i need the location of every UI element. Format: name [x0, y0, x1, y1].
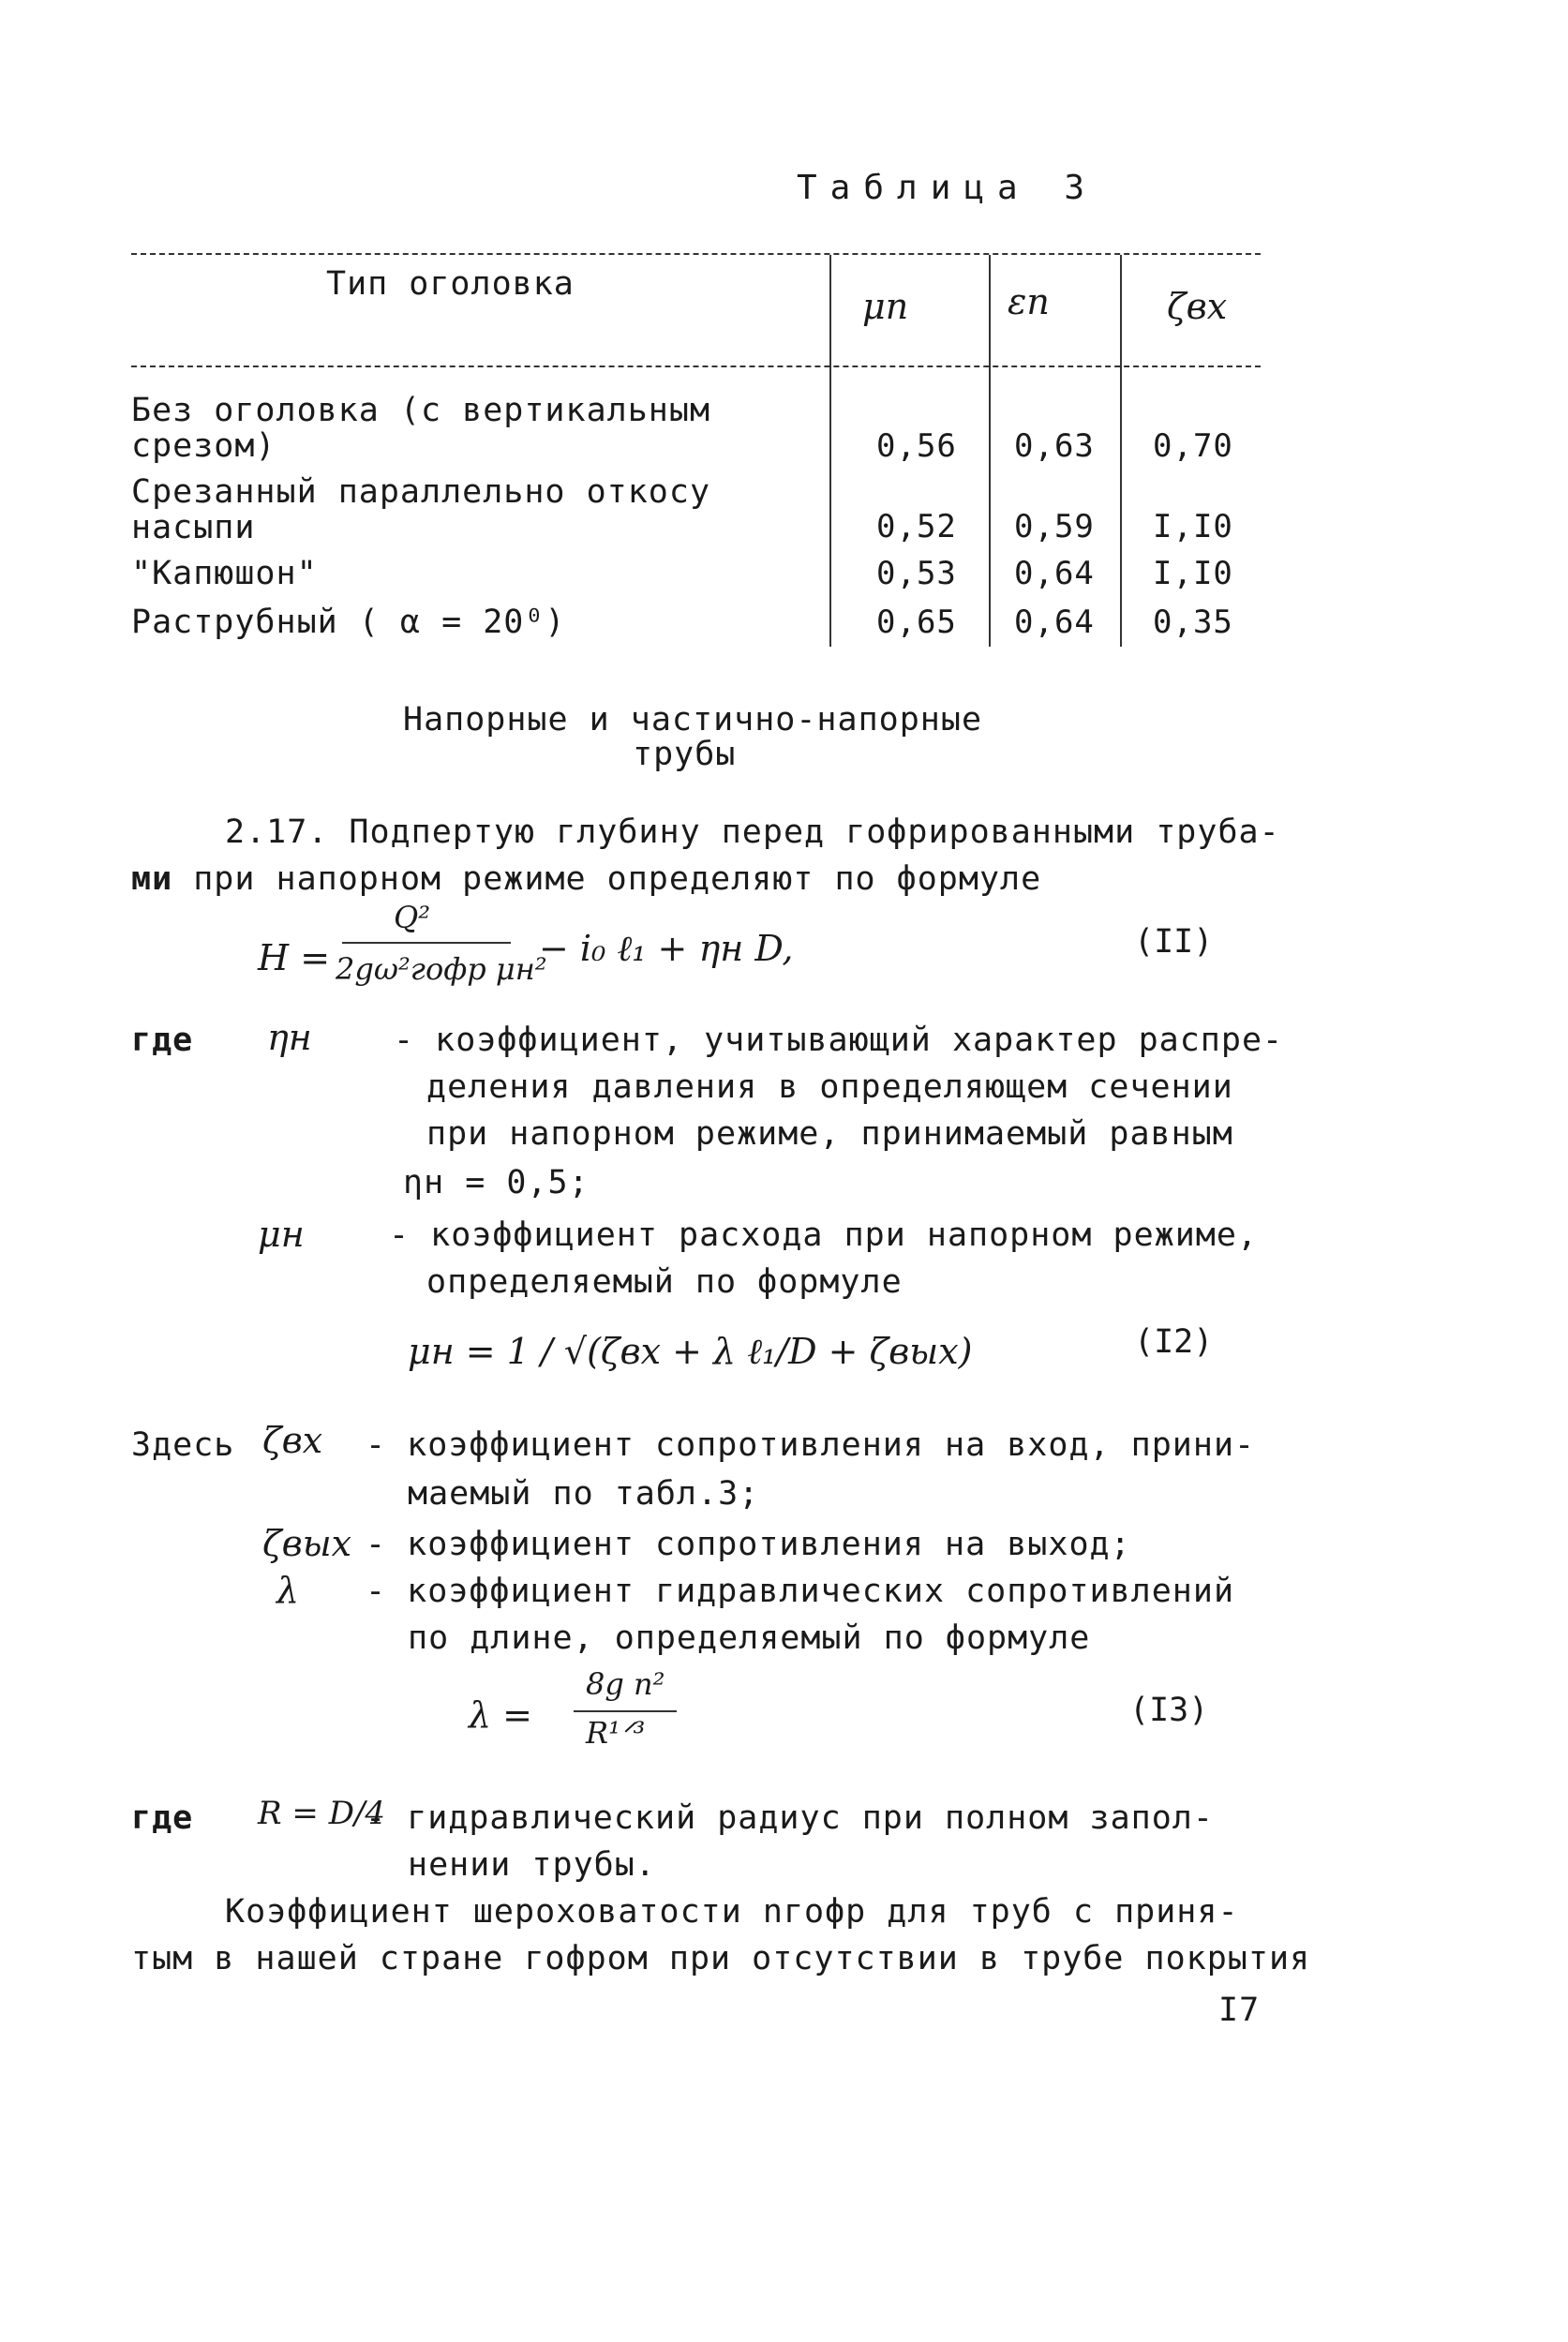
row-2-type-line2: насыпи — [131, 509, 256, 546]
symbol-mu-n: μн — [258, 1214, 305, 1255]
eta-desc-line2: деления давления в определяющем сечении — [426, 1068, 1233, 1106]
row-3-type: "Капюшон" — [131, 555, 318, 592]
formula-11-denominator: 2gω²гофр μн² — [336, 951, 547, 987]
formula-11-fraction-bar — [342, 942, 511, 944]
closing-line2: тым в нашей стране гофром при отсутствии в трубе покрытия — [131, 1940, 1311, 1977]
row-4-eps: 0,64 — [1014, 604, 1095, 641]
para-2-17-line1: 2.17. Подпертую глубину перед гофрированными труба- — [225, 813, 1280, 851]
header-mu: μп — [862, 286, 909, 327]
formula-11-numerator: Q² — [394, 900, 431, 935]
zeta-out-desc: - коэффициент сопротивления на выход; — [366, 1526, 1131, 1563]
row-4-zeta: 0,35 — [1153, 604, 1233, 641]
row-3-zeta: I,I0 — [1153, 555, 1233, 592]
formula-13-numerator: 8g n² — [586, 1666, 665, 1702]
where-label-1: где — [131, 1022, 194, 1059]
zeta-in-desc-line2: маемый по табл.3; — [408, 1475, 760, 1513]
formula-11-number: (II) — [1134, 923, 1214, 961]
formula-13-number: (I3) — [1129, 1692, 1209, 1729]
header-type: Тип оголовка — [326, 265, 575, 303]
header-zeta: ζвх — [1167, 286, 1228, 327]
section-heading-line2: трубы — [633, 736, 737, 773]
row-2-mu: 0,52 — [876, 508, 957, 545]
symbol-lambda: λ — [276, 1570, 300, 1611]
formula-12: μн = 1 / √(ζвх + λ ℓ₁/D + ζвых) — [408, 1331, 973, 1372]
formula-13-lhs: λ = — [469, 1694, 533, 1736]
row-1-eps: 0,63 — [1014, 427, 1095, 465]
row-1-mu: 0,56 — [876, 427, 957, 465]
zeta-in-desc-line1: - коэффициент сопротивления на вход, прини- — [366, 1426, 1256, 1464]
mu-desc-line1: - коэффициент расхода при напорном режиме, — [389, 1216, 1259, 1254]
symbol-r: R = D/4 — [258, 1795, 386, 1832]
header-eps: εп — [1008, 281, 1050, 322]
formula-13-denominator: R¹ᐟ³ — [586, 1715, 646, 1751]
row-1-type-line2: срезом) — [131, 427, 276, 465]
table-col-divider-1 — [829, 255, 831, 647]
row-2-eps: 0,59 — [1014, 508, 1095, 545]
formula-12-number: (I2) — [1134, 1323, 1214, 1361]
table-title: Таблица 3 — [797, 169, 1098, 207]
para-2-17-line2 — [131, 860, 1041, 898]
row-4-type: Раструбный ( α = 20⁰) — [131, 604, 566, 641]
row-3-mu: 0,53 — [876, 555, 957, 592]
formula-13-fraction-bar — [574, 1710, 677, 1712]
formula-11-tail: − i₀ ℓ₁ + ηн D, — [539, 928, 794, 969]
table-col-divider-2 — [989, 255, 991, 647]
page-number: I7 — [1218, 1991, 1261, 2029]
symbol-eta-n: ηн — [267, 1017, 312, 1058]
row-4-mu: 0,65 — [876, 604, 957, 641]
row-2-zeta: I,I0 — [1153, 508, 1233, 545]
row-3-eps: 0,64 — [1014, 555, 1095, 592]
symbol-zeta-out: ζвых — [262, 1523, 352, 1564]
row-1-type-line1: Без оголовка (с вертикальным — [131, 392, 711, 429]
table-col-divider-3 — [1120, 255, 1122, 647]
closing-line1: Коэффициент шероховатости nгофр для труб с приня- — [225, 1893, 1239, 1931]
zdes-label: Здесь — [131, 1426, 235, 1464]
lambda-desc-line1: - коэффициент гидравлических сопротивлений — [366, 1573, 1235, 1610]
where-label-2: где — [131, 1799, 194, 1837]
lambda-desc-line2: по длине, определяемый по формуле — [408, 1619, 1091, 1657]
table-header-rule — [131, 365, 1261, 367]
r-desc-line2: нении трубы. — [408, 1846, 656, 1884]
eta-desc-line1: - коэффициент, учитывающий характер распре- — [394, 1022, 1284, 1059]
formula-11-lhs: H = — [258, 937, 331, 978]
symbol-zeta-in: ζвх — [262, 1420, 323, 1461]
table-top-rule — [131, 253, 1261, 255]
para-2-17-line2-rest: при напорном режиме определяют по формуле — [172, 860, 1042, 898]
r-desc-line1: - гидравлический радиус при полном запол- — [366, 1799, 1214, 1837]
mu-desc-line2: определяемый по формуле — [426, 1263, 903, 1301]
para-2-17-bold-word: ми — [131, 860, 173, 898]
section-heading-line1: Напорные и частично-напорные — [403, 701, 983, 738]
row-1-zeta: 0,70 — [1153, 427, 1233, 465]
row-2-type-line1: Срезанный параллельно откосу — [131, 473, 711, 511]
eta-desc-line3: при напорном режиме, принимаемый равным — [426, 1115, 1233, 1153]
eta-desc-line4: ηн = 0,5; — [403, 1164, 590, 1201]
